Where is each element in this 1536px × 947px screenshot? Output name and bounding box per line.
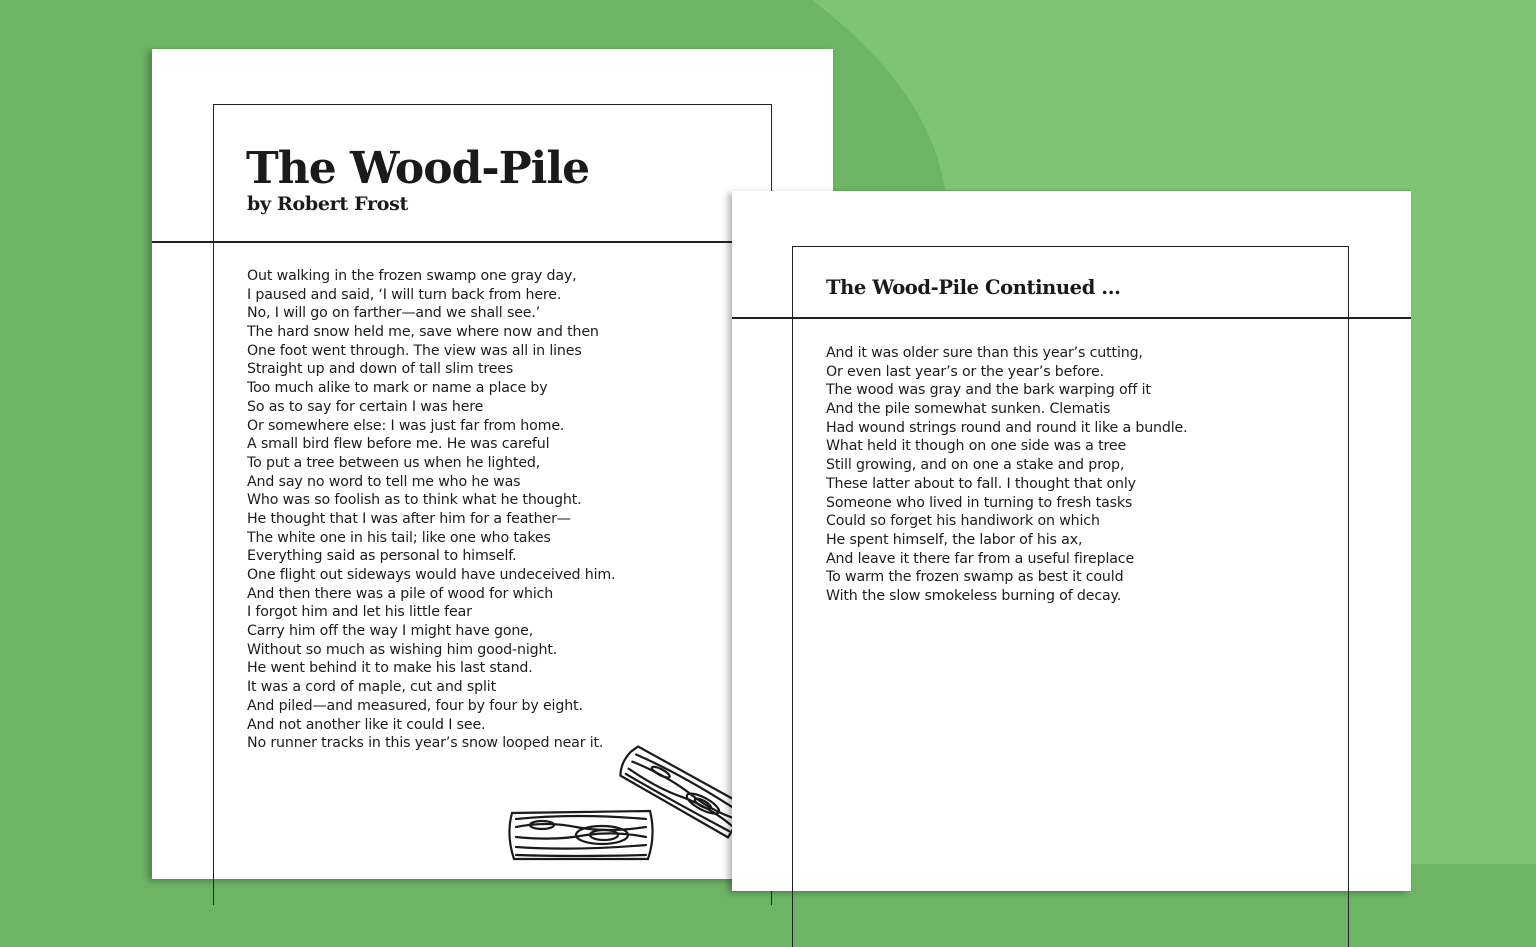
verse-line: To put a tree between us when he lighted,: [247, 454, 541, 471]
verse-line: To warm the frozen swamp as best it could: [826, 569, 1124, 586]
verse-line: Had wound strings round and round it like a bundle.: [826, 419, 1188, 436]
verse-line: The white one in his tail; like one who takes: [247, 529, 551, 546]
verse-line: Who was so foolish as to think what he thought.: [247, 492, 582, 509]
verse-line: Out walking in the frozen swamp one gray day,: [247, 268, 577, 284]
verse-line: These latter about to fall. I thought that only: [826, 475, 1136, 492]
verse-line: And the pile somewhat sunken. Clematis: [826, 401, 1111, 418]
verse-line: I forgot him and let his little fear: [247, 604, 472, 621]
verse-line: And say no word to tell me who he was: [247, 473, 521, 490]
verse-line: It was a cord of maple, cut and split: [247, 679, 496, 696]
verse-line: And then there was a pile of wood for which: [247, 585, 554, 602]
verse-line: And piled—and measured, four by four by eight.: [247, 697, 583, 714]
poem-author: by Robert Frost: [247, 193, 408, 215]
verse-line: And not another like it could I see.: [247, 716, 486, 733]
verse-line: Carry him off the way I might have gone,: [247, 623, 534, 640]
verse-line: He thought that I was after him for a feather—: [247, 510, 571, 527]
verse-line: The hard snow held me, save where now and then: [247, 324, 599, 341]
poem-verse-part-1: [247, 267, 615, 753]
wood-logs-icon: [504, 739, 754, 879]
verse-line: A small bird flew before me. He was careful: [247, 436, 550, 453]
verse-line: So as to say for certain I was here: [247, 398, 484, 415]
verse-line: No, I will go on farther—and we shall see.’: [247, 305, 541, 322]
verse-line: Or even last year’s or the year’s before.: [826, 363, 1104, 380]
verse-line: The wood was gray and the bark warping off it: [826, 382, 1151, 399]
verse-line: One foot went through. The view was all in lines: [247, 342, 582, 359]
poem-verse-part-2: [826, 344, 1187, 606]
header-divider: [732, 317, 1411, 319]
verse-line: Or somewhere else: I was just far from home.: [247, 417, 565, 434]
verse-line: Too much alike to mark or name a place by: [247, 380, 548, 397]
verse-line: No runner tracks in this year’s snow looped near it.: [247, 735, 604, 752]
poem-title: The Wood-Pile: [246, 143, 590, 194]
verse-line: What held it though on one side was a tree: [826, 438, 1127, 455]
continued-title: The Wood-Pile Continued ...: [826, 276, 1121, 299]
verse-line: He spent himself, the labor of his ax,: [826, 531, 1083, 548]
verse-line: Could so forget his handiwork on which: [826, 513, 1100, 530]
verse-line: And leave it there far from a useful fireplace: [826, 550, 1135, 567]
verse-line: Still growing, and on one a stake and prop,: [826, 457, 1125, 474]
verse-line: Someone who lived in turning to fresh tasks: [826, 494, 1133, 511]
verse-line: Straight up and down of tall slim trees: [247, 361, 514, 378]
verse-line: Everything said as personal to himself.: [247, 548, 517, 565]
verse-line: I paused and said, ‘I will turn back from here.: [247, 286, 562, 303]
verse-line: One flight out sideways would have undeceived him.: [247, 567, 616, 583]
verse-line: Without so much as wishing him good-night.: [247, 641, 558, 658]
header-divider: [152, 241, 833, 243]
verse-line: With the slow smokeless burning of decay.: [826, 587, 1122, 604]
worksheet-page-1: [152, 49, 833, 879]
worksheet-page-2: [732, 191, 1411, 891]
verse-line: And it was older sure than this year’s cutting,: [826, 345, 1143, 361]
verse-line: He went behind it to make his last stand.: [247, 660, 533, 677]
